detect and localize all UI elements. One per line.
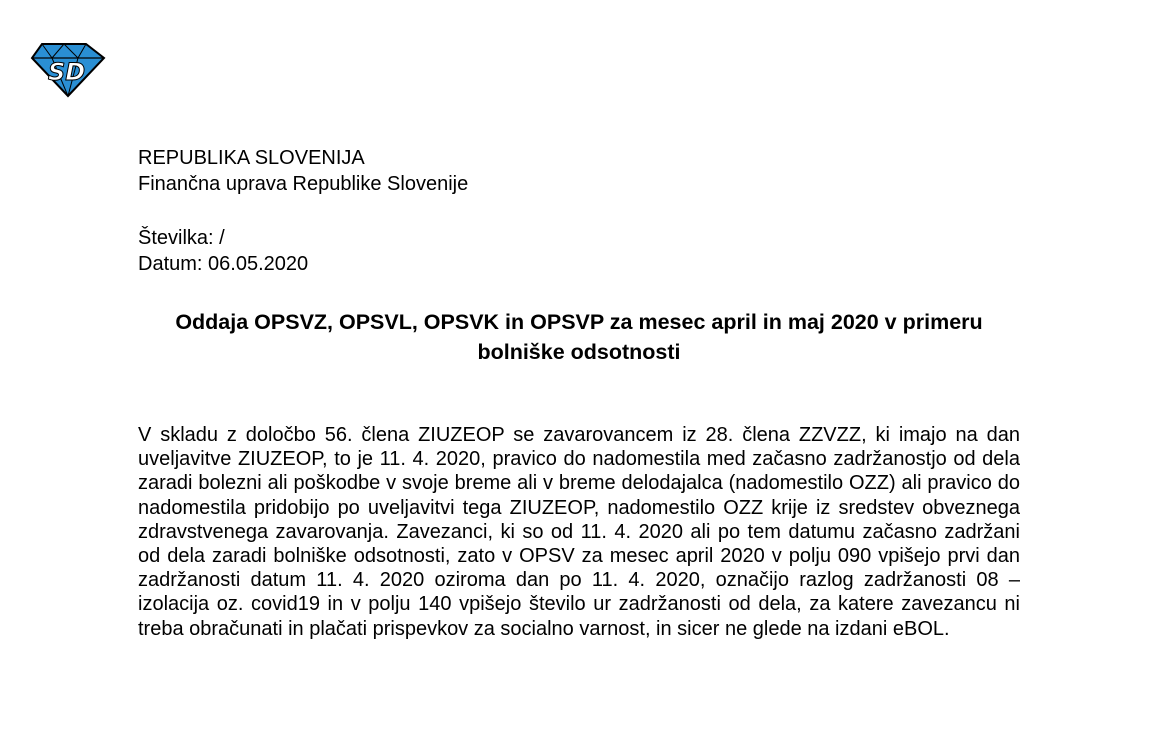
- issuer-republic: REPUBLIKA SLOVENIJA: [138, 147, 365, 169]
- diamond-emblem-logo: [28, 40, 108, 100]
- logo-letters: SD: [48, 58, 86, 86]
- document-title: Oddaja OPSVZ, OPSVL, OPSVK in OPSVP za mesec april in maj 2020 v primeru bolniške odsotnosti: [175, 310, 983, 364]
- document-date: Datum: 06.05.2020: [138, 253, 309, 275]
- document-number: Številka: /: [138, 227, 225, 249]
- document-meta: [138, 225, 308, 277]
- issuer-header: [138, 145, 468, 197]
- issuer-agency: Finančna uprava Republike Slovenije: [138, 173, 469, 195]
- document-body-paragraph: V skladu z določbo 56. člena ZIUZEOP se zavarovancem iz 28. člena ZZVZZ, ki imajo na dan uveljavitve ZIUZEOP, to je 11. 4. 2020, pravico do nadomestila med začasno zadržanostjo od dela zaradi bolezni ali poškodbe v svoje breme ali v breme delodajalca (nadomestilo OZZ) ali pravico do nadomestila pridobijo po uveljavitvi tega ZIUZEOP, nadomestilo OZZ krije iz sredstev obveznega zdravstvenega zavarovanja. Zavezanci, ki so od 11. 4. 2020 ali po tem datumu začasno zadržani od dela zaradi bolniške odsotnosti, zato v OPSV za mesec april 2020 v polju 090 vpišejo prvi dan zadržanosti datum 11. 4. 2020 oziroma dan po 11. 4. 2020, označijo razlog zadržanosti 08 – izolacija oz. covid19 in v polju 140 vpišejo število ur zadržanosti od dela, za katere zavezancu ni treba obračunati in plačati prispevkov za socialno varnost, in sicer ne glede na izdani eBOL.: [138, 424, 1020, 640]
